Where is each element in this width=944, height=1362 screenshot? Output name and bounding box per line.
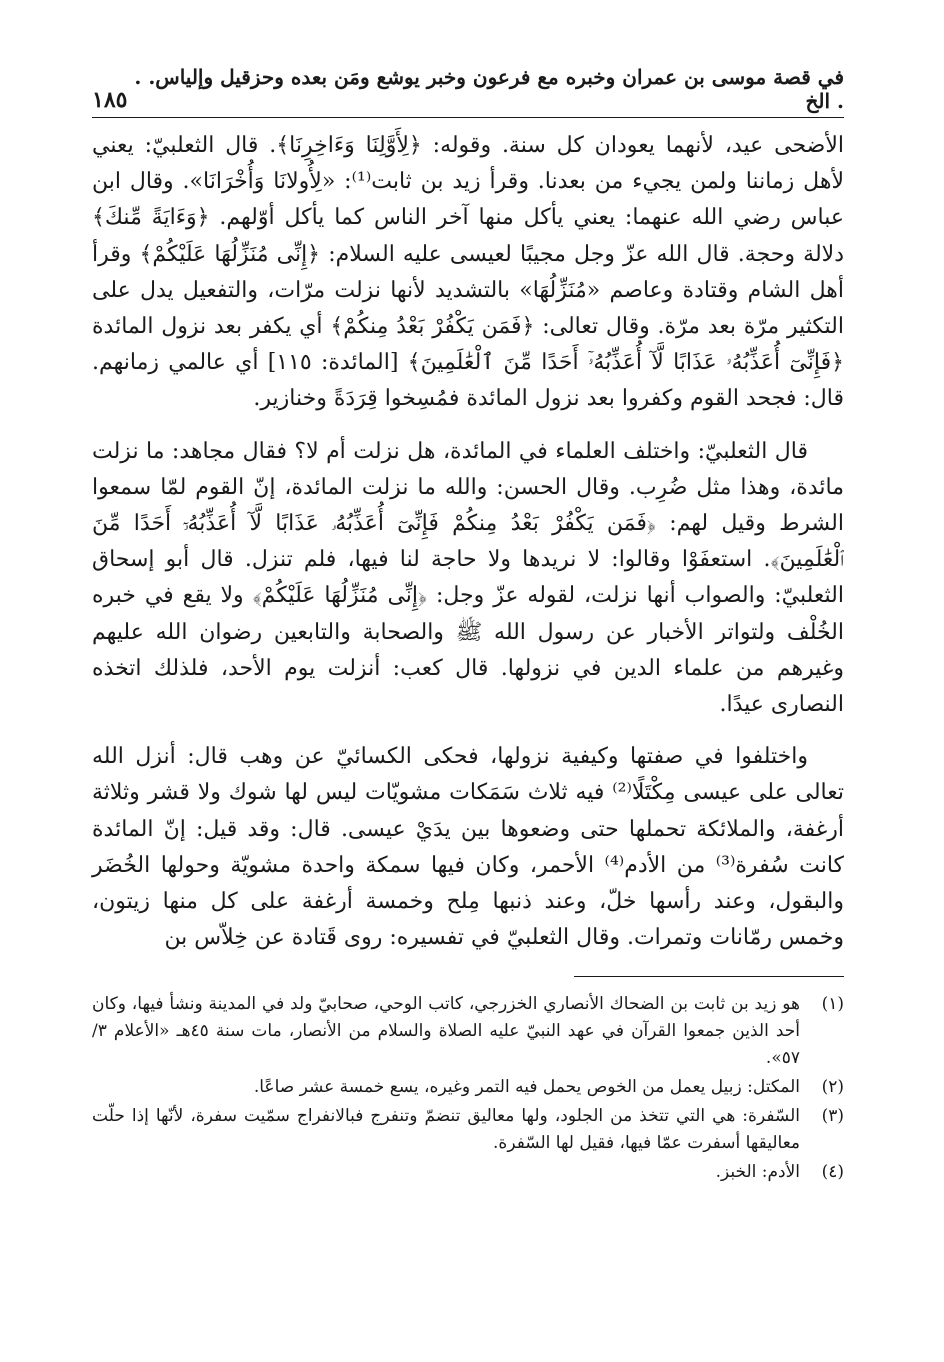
running-header [92, 65, 844, 118]
footnote [92, 1074, 844, 1101]
footnote-number: (٣) [821, 1106, 844, 1127]
paragraph: الأضحى عيد، لأنهما يعودان كل سنة. وقوله: ﴿لِأَوَّلِنَا وَءَاخِرِنَا﴾. قال الثعلبيّ: يعني لأهل زماننا ولمن يجيء من بعدنا. وقرأ زيد بن ثابت⁽¹⁾: «لِأُولانَا وَأُخْرَانَا». وقال ابن عباس رضي الله عنهما: يعني يأكل منها آخر الناس كما يأكل أوّلهم. ﴿وَءَايَةً مِّنكَ﴾ دلالة وحجة. قال الله عزّ وجل مجيبًا لعيسى عليه السلام: ﴿إِنِّى مُنَزِّلُهَا عَلَيْكُمْ﴾ وقرأ أهل الشام وقتادة وعاصم «مُنَزِّلُهَا» بالتشديد لأنها نزلت مرّات، والتفعيل يدل على التكثير مرّة بعد مرّة. وقال تعالى: ﴿فَمَن يَكْفُرْ بَعْدُ مِنكُمْ﴾ أي يكفر بعد نزول المائدة ﴿فَإِنِّىٓ أُعَذِّبُهُۥ عَذَابًا لَّآ أُعَذِّبُهُۥٓ أَحَدًا مِّنَ ٱلْعَٰلَمِينَ﴾ [المائدة: ١١٥] أي عالمي زمانهم. قال: فجحد القوم وكفروا بعد نزول المائدة فمُسِخوا قِرَدَةً وخنازير. [92, 133, 844, 412]
book-page [92, 65, 845, 1338]
page-number: ١٨٥ [92, 87, 128, 113]
footnote-text: المكتل: زبيل يعمل من الخوص يحمل فيه التمر وغيره، يسع خمسة عشر صاعًا. [253, 1077, 800, 1098]
paragraph: واختلفوا في صفتها وكيفية نزولها، فحكى الكسائيّ عن وهب قال: أنزل الله تعالى على عيسى مِكْتَلًا⁽²⁾ فيه ثلاث سَمَكات مشويّات ليس لها شوك ولا قشر وثلاثة أرغفة، والملائكة تحملها حتى وضعوها بين يدَيْ عيسى. قال: وقد قيل: إنّ المائدة كانت سُفرة⁽³⁾ من الأدم⁽⁴⁾ الأحمر، وكان فيها سمكة واحدة مشويّة وحولها الخُضَر والبقول، وعند رأسها خلّ، وعند ذنبها مِلح وخمسة أرغفة على كل منها زيتون، وخمس رمّانات وتمرات. وقال الثعلبيّ في تفسيره: روى قَتادة عن خِلاّس بن [92, 744, 845, 951]
footnote-number: (١) [821, 994, 844, 1015]
paragraph: قال الثعلبيّ: واختلف العلماء في المائدة، هل نزلت أم لا؟ فقال مجاهد: ما نزلت مائدة، وهذا مثل ضُرِب. وقال الحسن: والله ما نزلت المائدة، إنّ القوم لمّا سمعوا الشرط وقيل لهم: ﴿فَمَن يَكْفُرْ بَعْدُ مِنكُمْ فَإِنِّىٓ أُعَذِّبُهُۥ عَذَابًا لَّآ أُعَذِّبُهُۥٓ أَحَدًا مِّنَ ٱلْعَٰلَمِينَ﴾. استعفَوْا وقالوا: لا نريدها ولا حاجة لنا فيها، فلم تنزل. قال أبو إسحاق الثعلبيّ: والصواب أنها نزلت، لقوله عزّ وجل: ﴿إِنِّى مُنَزِّلُهَا عَلَيْكُمْ﴾ ولا يقع في خبره الخُلْف ولتواتر الأخبار عن رسول الله ﷺ والصحابة والتابعين رضوان الله عليهم وغيرهم من علماء الدين في نزولها. قال كعب: أنزلت يوم الأحد، فلذلك اتخذه النصارى عيدًا. [92, 438, 845, 718]
footnote-text: الأدم: الخبز. [715, 1162, 800, 1183]
footnote [92, 1159, 844, 1186]
footnote-text: هو زيد بن ثابت بن الضحاك الأنصاري الخزرجي، كاتب الوحي، صحابيّ ولد في المدينة ونشأ فيها، وكان أحد الذين جمعوا القرآن في عهد النبيّ عليه الصلاة والسلام من الأنصار، مات سنة ٤٥هـ «الأعلام ٣/ ٥٧». [92, 994, 800, 1069]
footnote [92, 991, 844, 1072]
footnote [92, 1103, 844, 1157]
header-title: في قصة موسى بن عمران وخبره مع فرعون وخبر يوشع ومَن بعده وحزقيل وإلياس. . . الخ [134, 65, 844, 113]
footnote-number: (٢) [821, 1077, 844, 1098]
footnote-number: (٤) [821, 1162, 844, 1183]
footnote-text: السّفرة: هي التي تتخذ من الجلود، ولها معاليق تنضمّ وتنفرج فبالانفراج سمّيت سفرة، لأنّها إذا حلّت معاليقها أسفرت عمّا فيها، فقيل لها السّفرة. [92, 1106, 800, 1154]
footnotes [92, 991, 844, 1186]
main-text [92, 128, 844, 956]
footnote-divider [574, 976, 844, 977]
